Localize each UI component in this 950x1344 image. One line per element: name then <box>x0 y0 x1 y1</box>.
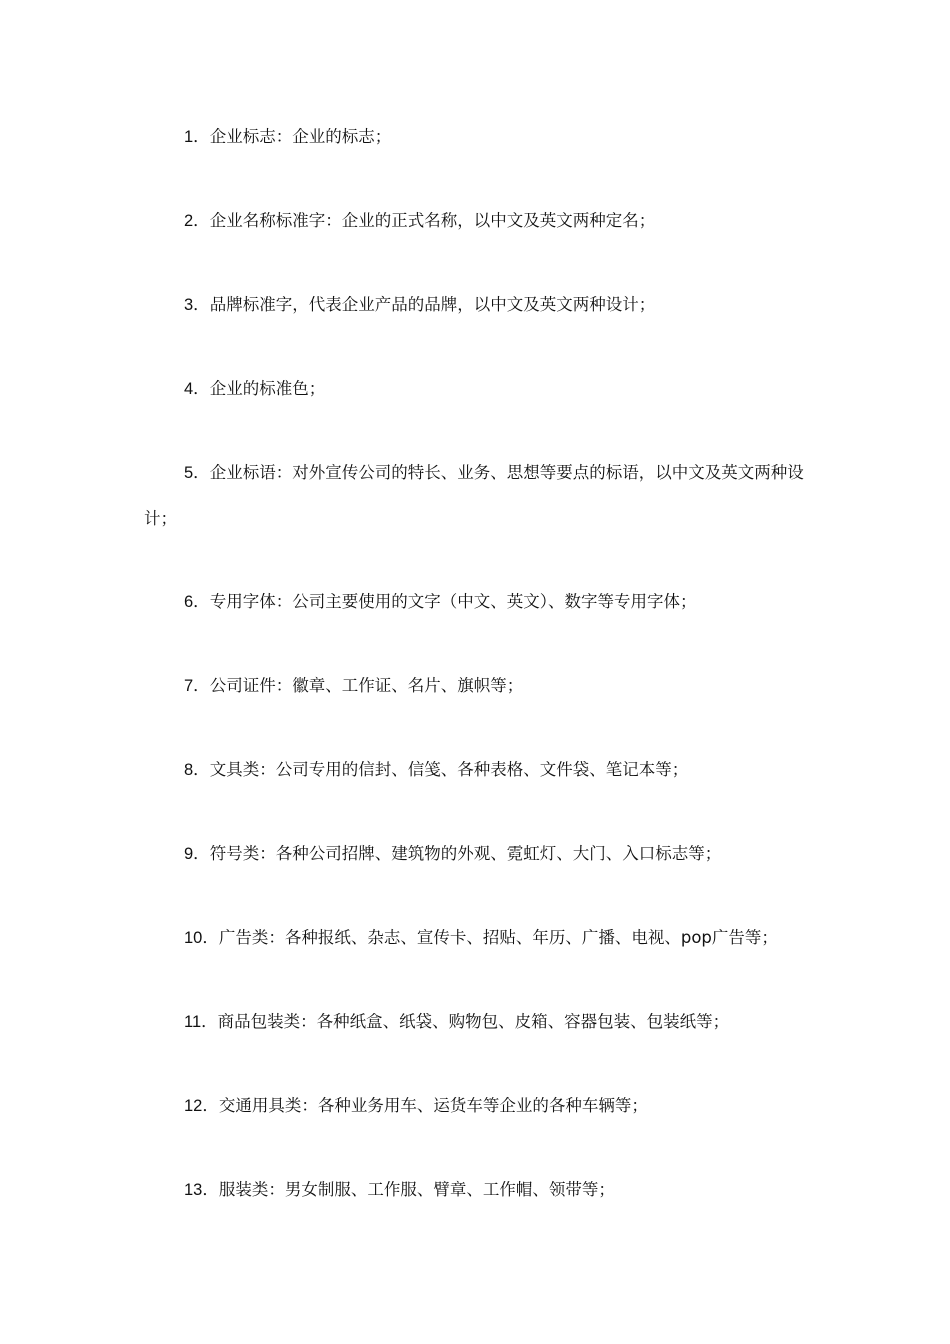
item-text: 品牌标准字，代表企业产品的品牌，以中文及英文两种设计； <box>209 295 656 314</box>
item-number: 11． <box>184 1013 218 1031</box>
item-text: 广告类：各种报纸、杂志、宣传卡、招贴、年历、广播、电视、pop广告等； <box>218 928 778 947</box>
item-number: 13． <box>184 1181 219 1199</box>
item-number: 2． <box>184 212 210 230</box>
list-item <box>144 450 816 541</box>
item-text: 企业标语：对外宣传公司的特长、业务、思想等要点的标语，以中文及英文两种设计； <box>144 463 804 528</box>
item-number: 10． <box>184 929 219 947</box>
item-number: 3． <box>184 296 210 314</box>
list-item <box>144 747 816 793</box>
item-number: 6． <box>184 593 210 611</box>
list-item <box>144 663 816 709</box>
item-number: 9． <box>184 845 210 863</box>
item-text: 企业标志：企业的标志； <box>209 127 392 146</box>
list-item <box>144 831 816 877</box>
item-text: 公司证件：徽章、工作证、名片、旗帜等； <box>209 676 524 695</box>
item-text: 文具类：公司专用的信封、信笺、各种表格、文件袋、笔记本等； <box>209 760 689 779</box>
list-item <box>144 282 816 328</box>
item-text: 企业的标准色； <box>209 379 326 398</box>
item-text: 企业名称标准字：企业的正式名称，以中文及英文两种定名； <box>209 211 656 230</box>
document-body <box>144 114 816 1251</box>
list-item <box>144 366 816 412</box>
list-item <box>144 1167 816 1213</box>
item-number: 8． <box>184 761 210 779</box>
item-number: 5． <box>184 464 210 482</box>
item-number: 12． <box>184 1097 219 1115</box>
list-item <box>144 114 816 160</box>
list-item <box>144 915 816 961</box>
item-number: 7． <box>184 677 210 695</box>
list-item <box>144 198 816 244</box>
item-number: 1． <box>184 128 210 146</box>
item-text: 专用字体：公司主要使用的文字（中文、英文）、数字等专用字体； <box>209 592 697 611</box>
item-text: 商品包装类：各种纸盒、纸袋、购物包、皮箱、容器包装、包装纸等； <box>217 1012 730 1031</box>
item-number: 4． <box>184 380 210 398</box>
item-text: 服装类：男女制服、工作服、臂章、工作帽、领带等； <box>218 1180 615 1199</box>
list-item <box>144 1083 816 1129</box>
item-text: 符号类：各种公司招牌、建筑物的外观、霓虹灯、大门、入口标志等； <box>209 844 722 863</box>
list-item <box>144 999 816 1045</box>
item-text: 交通用具类：各种业务用车、运货车等企业的各种车辆等； <box>218 1096 648 1115</box>
list-item <box>144 579 816 625</box>
